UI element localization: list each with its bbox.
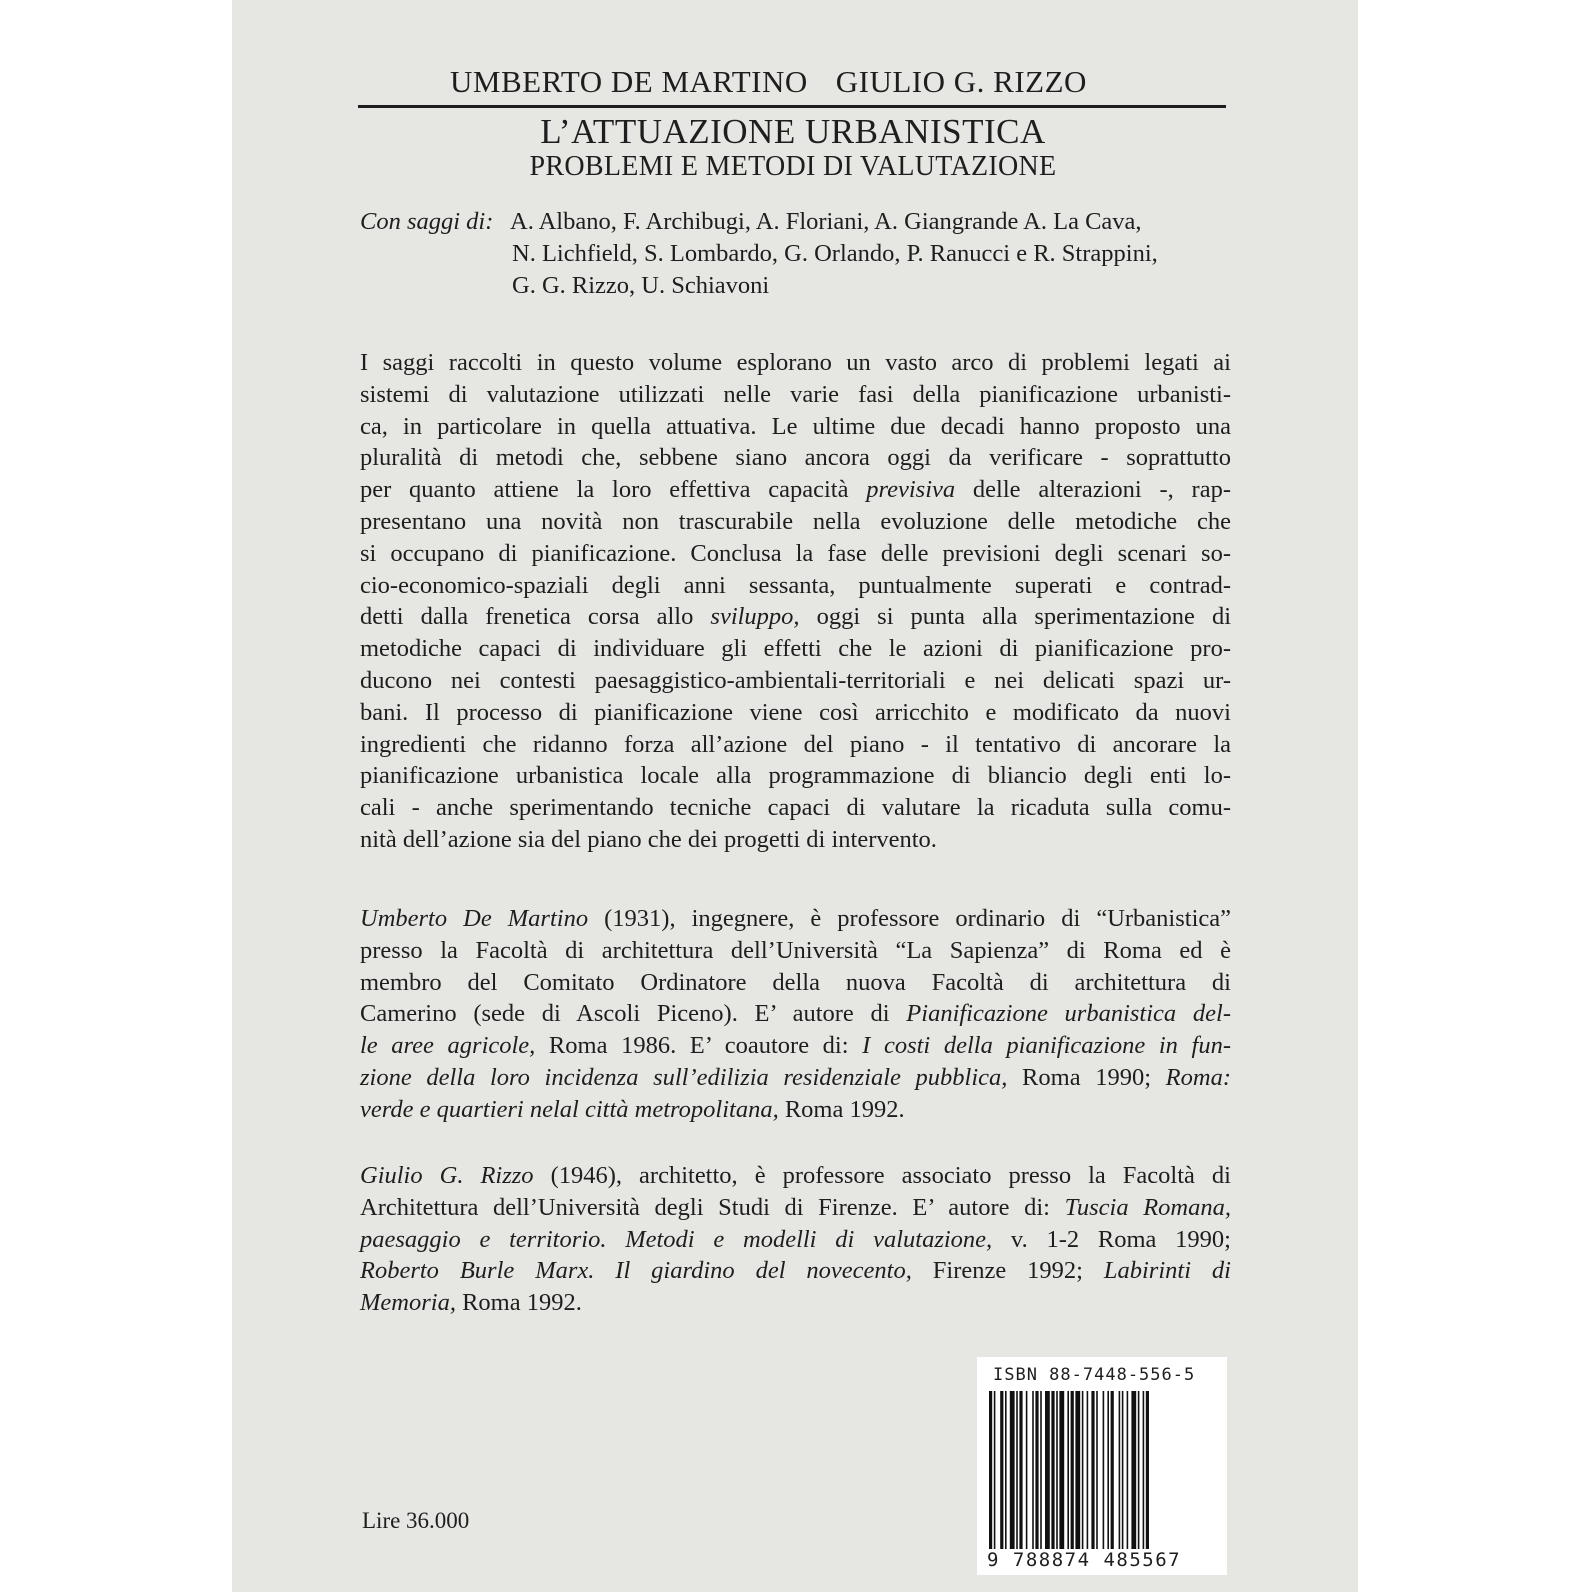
book-title: L’ATTUAZIONE URBANISTICA bbox=[540, 112, 1046, 151]
text-line: ca, in particolare in quella attuativa. Le ultime due decadi hanno proposto una bbox=[360, 412, 1231, 440]
price-label: Lire 36.000 bbox=[362, 1508, 470, 1533]
text-line: cio-economico-spaziali degli anni sessanta, puntualmente superati e contrad- bbox=[360, 571, 1231, 599]
text-line: verde e quartieri nelal città metropolitana, Roma 1992. bbox=[360, 1095, 905, 1123]
essays-line: A. Albano, F. Archibugi, A. Floriani, A. Giangrande A. La Cava, bbox=[510, 208, 1142, 235]
text-line: pluralità di metodi che, sebbene siano ancora oggi da verificare - soprattutto bbox=[360, 444, 1231, 472]
text-line: le aree agricole, Roma 1986. E’ coautore di: I costi della pianificazione in fun- bbox=[360, 1032, 1232, 1060]
text-line: membro del Comitato Ordinatore della nuova Facoltà di architettura di bbox=[360, 968, 1231, 996]
author-name: GIULIO G. RIZZO bbox=[835, 64, 1087, 99]
author-bio-rizzo bbox=[360, 1160, 1231, 1319]
text-line: nità dell’azione sia del piano che dei progetti di intervento. bbox=[360, 825, 937, 853]
ean-number: 9 788874 485567 bbox=[987, 1549, 1182, 1571]
isbn-label: ISBN 88-7448-556-5 bbox=[993, 1365, 1196, 1385]
author-name: UMBERTO DE MARTINO bbox=[450, 64, 808, 99]
text-line: Camerino (sede di Ascoli Piceno). E’ autore di Pianificazione urbanistica del- bbox=[360, 1000, 1231, 1028]
barcode-icon bbox=[987, 1391, 1217, 1549]
authors-line bbox=[450, 64, 1150, 100]
barcode-box bbox=[977, 1357, 1227, 1575]
text-line: detti dalla frenetica corsa allo sviluppo, oggi si punta alla sperimentazione di bbox=[360, 603, 1232, 631]
essays-lead: Con saggi di: bbox=[360, 208, 494, 235]
text-line: Roberto Burle Marx. Il giardino del novecento, Firenze 1992; Labirinti di bbox=[360, 1257, 1231, 1285]
text-line: zione della loro incidenza sull’edilizia residenziale pubblica, Roma 1990; Roma: bbox=[360, 1063, 1231, 1091]
text-line: Giulio G. Rizzo (1946), architetto, è professore associato presso la Facoltà di bbox=[360, 1162, 1231, 1189]
essays-line: G. G. Rizzo, U. Schiavoni bbox=[512, 272, 770, 299]
text-line: I saggi raccolti in questo volume esplorano un vasto arco di problemi legati ai bbox=[360, 349, 1231, 376]
text-line: cali - anche sperimentando tecniche capaci di valutare la ricaduta sulla comu- bbox=[360, 794, 1231, 822]
text-line: Architettura dell’Università degli Studi di Firenze. E’ autore di: Tuscia Romana, bbox=[360, 1193, 1231, 1221]
text-line: si occupano di pianificazione. Conclusa la fase delle previsioni degli scenari so- bbox=[360, 539, 1231, 567]
text-line: ducono nei contesti paesaggistico-ambientali-territoriali e nei delicati spazi ur- bbox=[360, 666, 1231, 694]
essays-credits bbox=[360, 206, 1230, 302]
title-rule bbox=[358, 105, 1226, 108]
text-line: sistemi di valutazione utilizzati nelle varie fasi della pianificazione urbanisti- bbox=[360, 380, 1231, 408]
text-line: paesaggio e territorio. Metodi e modelli di valutazione, v. 1-2 Roma 1990; bbox=[360, 1225, 1231, 1253]
book-subtitle: PROBLEMI E METODI DI VALUTAZIONE bbox=[529, 151, 1057, 182]
author-bio-de-martino bbox=[360, 903, 1231, 1126]
text-line: Memoria, Roma 1992. bbox=[360, 1289, 582, 1317]
text-line: pianificazione urbanistica locale alla programmazione di bliancio degli enti lo- bbox=[360, 762, 1231, 790]
text-line: metodiche capaci di individuare gli effetti che le azioni di pianificazione pro- bbox=[360, 635, 1231, 663]
essays-line: N. Lichfield, S. Lombardo, G. Orlando, P. Ranucci e R. Strappini, bbox=[512, 240, 1158, 267]
text-line: ingredienti che ridanno forza all’azione del piano - il tentativo di ancorare la bbox=[360, 730, 1231, 758]
text-line: presentano una novità non trascurabile nella evoluzione delle metodiche che bbox=[360, 507, 1231, 535]
text-line: per quanto attiene la loro effettiva capacità previsiva delle alterazioni -, rap- bbox=[360, 476, 1231, 504]
book-description bbox=[360, 347, 1231, 856]
text-line: bani. Il processo di pianificazione viene così arricchito e modificato da nuovi bbox=[360, 698, 1231, 726]
text-line: presso la Facoltà di architettura dell’Università “La Sapienza” di Roma ed è bbox=[360, 936, 1231, 964]
text-line: Umberto De Martino (1931), ingegnere, è professore ordinario di “Urbanistica” bbox=[360, 905, 1231, 932]
